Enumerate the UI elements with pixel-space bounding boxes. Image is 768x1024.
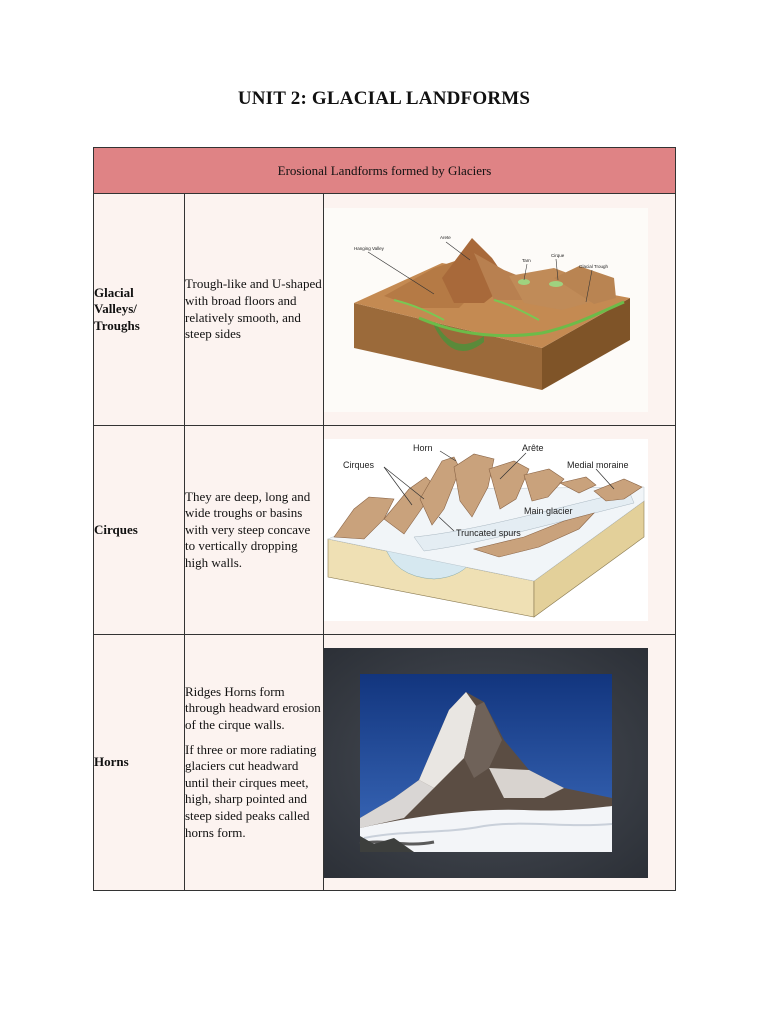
landforms-table: [93, 147, 676, 891]
cirque-diagram: [324, 439, 648, 621]
diagram-label: Main glacier: [524, 506, 573, 516]
landform-figure-cell: [324, 194, 676, 426]
landform-name-cell: [94, 635, 185, 891]
diagram-label: Arete: [440, 234, 451, 240]
table-header: Erosional Landforms formed by Glaciers: [94, 148, 676, 194]
landform-figure-cell: [324, 426, 676, 635]
landform-name-cell: [94, 194, 185, 426]
diagram-label: Truncated spurs: [456, 528, 521, 538]
table-row: [94, 635, 676, 891]
table-row: [94, 426, 676, 635]
landform-figure-cell: [324, 635, 676, 891]
diagram-label: Medial moraine: [567, 460, 629, 470]
diagram-label: Glacial Trough: [579, 263, 609, 269]
landform-name: Troughs: [94, 317, 140, 333]
landform-name: Cirques: [94, 521, 138, 537]
diagram-label: Arête: [522, 443, 544, 453]
landform-description-cell: [185, 194, 324, 426]
diagram-label: Tarn: [522, 257, 531, 263]
diagram-label: Horn: [413, 443, 433, 453]
diagram-label: Cirques: [343, 460, 375, 470]
horn-photo: [324, 648, 648, 878]
diagram-label: Cirque: [551, 252, 565, 258]
glacial-trough-diagram: [324, 208, 648, 412]
landform-description: Trough-like and U-shaped with broad floors and relatively smooth, and steep sides: [185, 276, 322, 342]
diagram-label: Hanging Valley: [354, 245, 384, 251]
landform-description-cell: [185, 635, 324, 891]
page-title: UNIT 2: GLACIAL LANDFORMS: [237, 88, 531, 109]
landform-name: Horns: [94, 754, 129, 770]
landform-name-cell: [94, 426, 185, 635]
landform-name: Glacial: [94, 284, 134, 300]
landform-description: Ridges Horns form through headward erosion of the cirque walls.: [185, 683, 321, 733]
landform-description: They are deep, long and wide troughs or basins with very steep concave to vertically dropping high walls.: [185, 488, 311, 570]
table-row: [94, 194, 676, 426]
landform-description: If three or more radiating glaciers cut headward until their cirques meet, high, sharp pointed and steep sided peaks called horns form.: [185, 741, 317, 840]
landform-name: Valleys/: [94, 301, 137, 317]
landform-description-cell: [185, 426, 324, 635]
